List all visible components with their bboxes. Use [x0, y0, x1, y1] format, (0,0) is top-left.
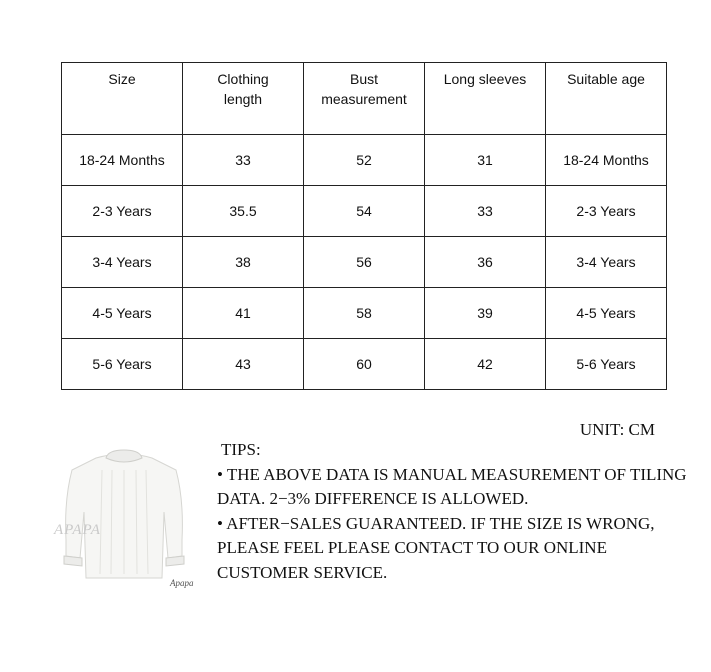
- table-cell: 4-5 Years: [546, 288, 667, 339]
- table-cell: 18-24 Months: [62, 135, 183, 186]
- table-cell: 5-6 Years: [62, 339, 183, 390]
- table-cell: 42: [425, 339, 546, 390]
- table-cell: 60: [304, 339, 425, 390]
- table-cell: 43: [183, 339, 304, 390]
- table-cell: 18-24 Months: [546, 135, 667, 186]
- product-image: [44, 440, 204, 590]
- table-row: [62, 135, 667, 186]
- tips-section: [217, 438, 687, 585]
- sweater-illustration: [44, 440, 204, 590]
- table-cell: 38: [183, 237, 304, 288]
- table-cell: 35.5: [183, 186, 304, 237]
- ruffle-cuff-right: [166, 556, 184, 566]
- table-cell: 33: [425, 186, 546, 237]
- header-size: Size: [62, 63, 183, 135]
- table-row: [62, 288, 667, 339]
- table-cell: 4-5 Years: [62, 288, 183, 339]
- brand-signature: Apapa: [170, 578, 194, 588]
- table-row: [62, 186, 667, 237]
- table-cell: 54: [304, 186, 425, 237]
- table-cell: 56: [304, 237, 425, 288]
- header-bust-measurement-text: Bust measurement: [321, 71, 407, 107]
- table-cell: 5-6 Years: [546, 339, 667, 390]
- header-long-sleeves: Long sleeves: [425, 63, 546, 135]
- header-bust-measurement: [304, 63, 425, 135]
- tips-title: TIPS:: [221, 440, 261, 459]
- table-row: [62, 339, 667, 390]
- header-suitable-age: Suitable age: [546, 63, 667, 135]
- table-cell: 2-3 Years: [546, 186, 667, 237]
- ruffle-cuff-left: [64, 556, 82, 566]
- unit-label: UNIT: CM: [579, 420, 655, 439]
- table-cell: 41: [183, 288, 304, 339]
- table-cell: 2-3 Years: [62, 186, 183, 237]
- header-clothing-length-text: Clothing length: [217, 71, 269, 107]
- table-cell: 3-4 Years: [62, 237, 183, 288]
- table-cell: 36: [425, 237, 546, 288]
- table-cell: 39: [425, 288, 546, 339]
- size-chart-table: [61, 62, 667, 390]
- tips-line: • AFTER−SALES GUARANTEED. IF THE SIZE IS WRONG, PLEASE FEEL PLEASE CONTACT TO OUR ONLINE CUSTOMER SERVICE.: [217, 513, 655, 582]
- header-clothing-length: [183, 63, 304, 135]
- table-header-row: [62, 63, 667, 135]
- tips-line: • THE ABOVE DATA IS MANUAL MEASUREMENT OF TILING DATA. 2−3% DIFFERENCE IS ALLOWED.: [217, 464, 687, 508]
- brand-watermark: APAPA: [54, 522, 101, 538]
- table-cell: 31: [425, 135, 546, 186]
- table-row: [62, 237, 667, 288]
- table-cell: 33: [183, 135, 304, 186]
- table-cell: 58: [304, 288, 425, 339]
- table-cell: 3-4 Years: [546, 237, 667, 288]
- ruffle-collar: [106, 450, 142, 462]
- table-cell: 52: [304, 135, 425, 186]
